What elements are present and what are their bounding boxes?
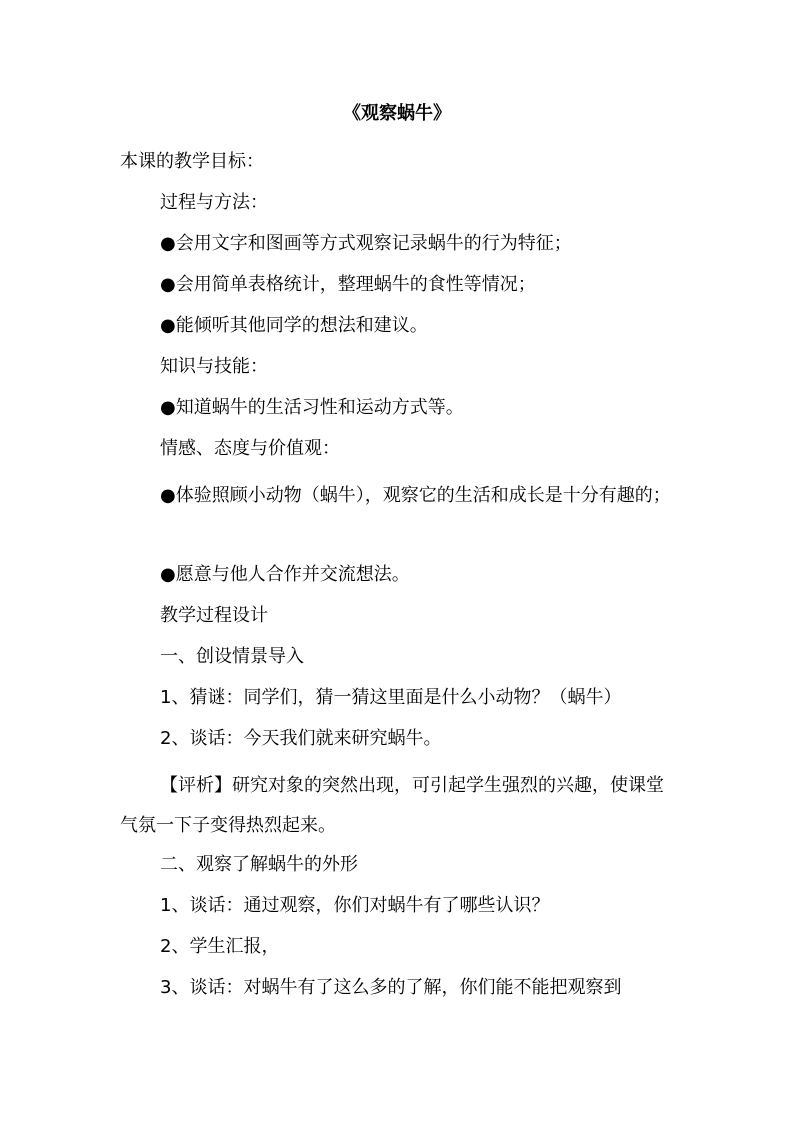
objectives-heading: 本课的教学目标：	[120, 151, 264, 172]
paragraph: 1、谈话：通过观察，你们对蜗牛有了哪些认识？	[160, 895, 550, 916]
bullet-item: ●会用文字和图画等方式观察记录蜗牛的行为特征；	[160, 233, 572, 254]
bullet-item: ●知道蜗牛的生活习性和运动方式等。	[160, 397, 464, 418]
knowledge-skills-heading: 知识与技能：	[160, 356, 268, 377]
bullet-item: ●能倾听其他同学的想法和建议。	[160, 315, 428, 336]
analysis-paragraph: 【评析】研究对象的突然出现，可引起学生强烈的兴趣，使课堂气氛一下子变得热烈起来。	[120, 775, 664, 836]
process-method-heading: 过程与方法：	[160, 192, 268, 213]
emotion-attitude-heading: 情感、态度与价值观：	[160, 438, 340, 459]
bullet-item: ●体验照顾小动物（蜗牛），观察它的生活和成长是十分有趣的；	[160, 485, 671, 506]
document-title: 《观察蜗牛》	[343, 103, 451, 124]
section-heading: 二、观察了解蜗牛的外形	[160, 854, 358, 875]
bullet-item: ●愿意与他人合作并交流想法。	[160, 564, 410, 585]
section-heading: 一、创设情景导入	[160, 646, 304, 667]
paragraph: 2、学生汇报，	[160, 936, 280, 957]
paragraph: 3、谈话：对蜗牛有了这么多的了解，你们能不能把观察到	[160, 977, 622, 998]
bullet-item: ●会用简单表格统计，整理蜗牛的食性等情况；	[160, 274, 536, 295]
paragraph: 1、猜谜：同学们，猜一猜这里面是什么小动物？（蜗牛）	[160, 687, 622, 708]
paragraph: 2、谈话：今天我们就来研究蜗牛。	[160, 728, 442, 749]
teaching-process-heading: 教学过程设计	[160, 605, 268, 626]
